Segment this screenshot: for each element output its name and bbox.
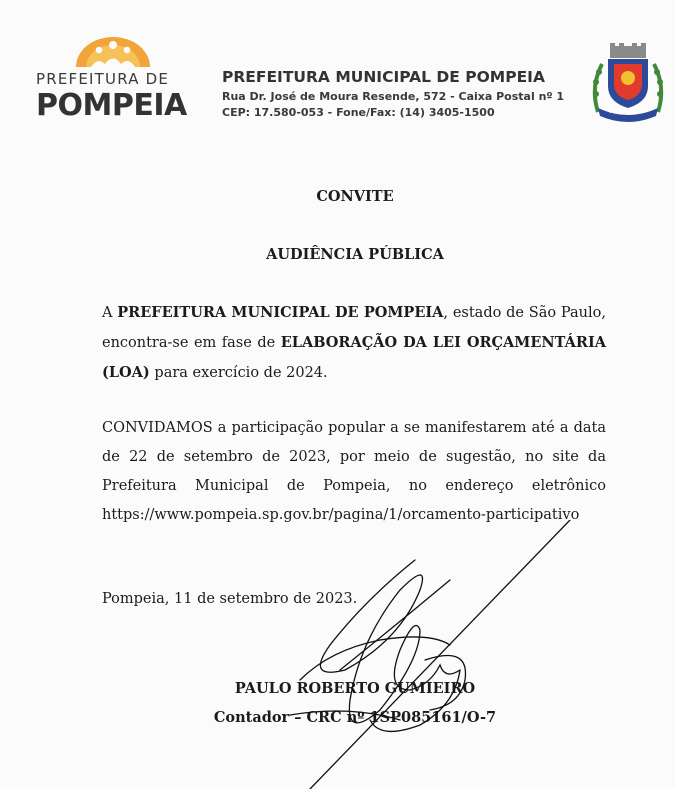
p1-text-3: para exercício de 2024. — [149, 365, 328, 381]
prefeitura-logo — [36, 36, 196, 122]
p1-bold-loa: ELABORAÇÃO DA LEI ORÇAMENTÁRIA (LOA) — [102, 334, 606, 381]
signer-role: Contador – CRC nº 1SP085161/O-7 — [213, 709, 497, 726]
logo-text-pompeia: POMPEIA — [36, 88, 187, 123]
paragraph-loa — [102, 298, 606, 388]
letterhead — [0, 0, 675, 130]
p2-url-link[interactable]: https://www.pompeia.sp.gov.br/pagina/1/orcamento-participativo — [102, 507, 580, 523]
municipal-coat-of-arms-icon — [588, 42, 668, 126]
sun-people-icon — [70, 36, 156, 68]
org-name: PREFEITURA MUNICIPAL DE POMPEIA — [222, 68, 545, 86]
date-line: Pompeia, 11 de setembro de 2023. — [102, 591, 358, 607]
document-subtitle: AUDIÊNCIA PÚBLICA — [266, 246, 444, 263]
p1-bold-org: PREFEITURA MUNICIPAL DE POMPEIA — [117, 304, 444, 321]
logo-text-prefeitura: PREFEITURA DE — [36, 70, 170, 88]
crest-label: POMPEIA SP — [609, 109, 647, 115]
signer-name: PAULO ROBERTO GUMIEIRO — [234, 680, 476, 697]
document-title: CONVITE — [316, 188, 394, 205]
handwritten-signature — [270, 520, 600, 789]
org-cep-phone: CEP: 17.580-053 - Fone/Fax: (14) 3405-1500 — [222, 106, 495, 119]
p1-text-1: A — [102, 305, 118, 321]
p1-text-2: , estado de São Paulo, encontra-se em fase de — [102, 305, 606, 351]
p2-text: CONVIDAMOS a participação popular a se manifestarem até a data de 22 de setembro de 2023, por meio de sugestão, no site da Prefeitura Municipal de Pompeia, no endereço eletrônico — [102, 420, 606, 494]
org-address: Rua Dr. José de Moura Resende, 572 - Caixa Postal nº 1 — [222, 90, 565, 103]
org-info — [222, 68, 582, 121]
paragraph-convite — [102, 414, 606, 530]
